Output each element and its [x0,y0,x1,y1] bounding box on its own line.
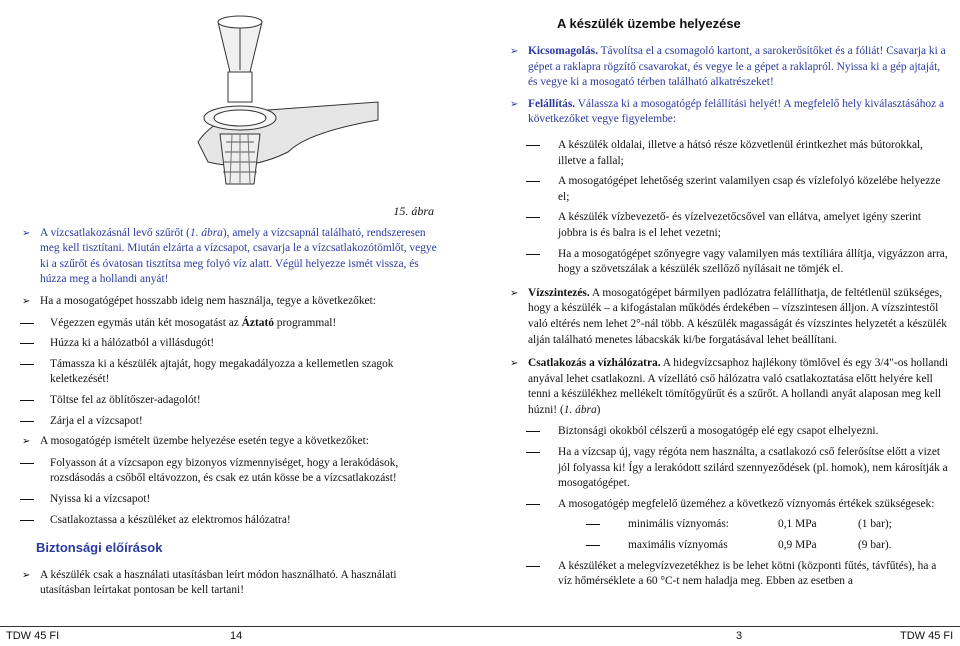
list-item: A készülék oldalai, illetve a hátsó része közvetlenül érintkezhet más bútorokkal, illetve a fallal; [508,138,950,169]
arrow-bullet-icon: ➢ [510,358,519,370]
left-column [20,196,446,605]
list-item: A készülék vízbevezető- és vízelvezetőcsővel van ellátva, amelyet igény szerint jobbra is és balra is el lehet vezetni; [508,210,950,241]
footer-right-page-number: 3 [736,630,743,642]
list-item: Biztonsági okokból célszerű a mosogatógép elé egy csapot elhelyezni. [508,424,950,440]
footer-divider [0,626,960,627]
arrow-bullet-icon: ➢ [22,436,31,448]
section-title: A készülék üzembe helyezése [557,16,741,31]
list-item: Zárja el a vízcsapot! [20,414,446,430]
list-item: Ha a vízcsap új, vagy régóta nem használta, a csatlakozó cső felerősítse előtt a vizet jól folyassa ki! Így a lerakódott szilárd szennyeződések (pl. homok), nem károsítják a mosogatógépet. [508,445,950,492]
bullet-recommission: ➢ A mosogatógép ismételt üzembe helyezése esetén tegye a következőket: [20,434,446,450]
bullet-water-connection: ➢ Csatlakozás a vízhálózatra. A hidegvízcsaphoz hajlékony tömlővel és egy 3/4"-os hollandi anyával lehet csatlakozni. A vízellátó cső hálózatra való csatlakoztatása előtt helyére kell tenni a készülékhez mellékelt tömítőgyűrűt és a szűrőt. A hollandi anyát alaposan meg kell húzni! (1. ábra) [510,357,949,416]
arrow-bullet-icon: ➢ [22,295,31,307]
list-item: A mosogatógép megfelelő üzeméhez a következő víznyomás értékek szükségesek: [508,497,950,513]
list-item: Folyasson át a vízcsapon egy bizonyos vízmennyiséget, hogy a lerakódások, rozsdásodás a csőből eltávozzon, és csak ez után kösse be a vízcsatlakozást! [20,456,446,487]
list-item: Húzza ki a hálózatból a villásdugót! [20,336,446,352]
bullet-leveling: ➢ Vízszintezés. A mosogatógépet bármilyen padlózatra felállíthatja, de feltétlenül szükséges, hogy a készülék – a kifogástalan működés érdekében – vízszintesen álljon. A vízszintestől való eltérés nem lehet 2°-nál több. A készülék magasságát és vízszintes helyzetét a készülék alján található menetes lábacskák ki/be forgatásával lehet beállítani. [510,286,947,346]
list-item: Csatlakoztassa a készüléket az elektromos hálózatra! [20,513,446,529]
bullet-unpacking: ➢ Kicsomagolás. Távolítsa el a csomagoló kartont, a sarokerősítőket és a fóliát! Csavarja ki a gépet a raklapra rögzítő csavarokat, és vegye le a gépet a raklapról. Nyissa ki a gép ajtaját, és vegye ki a mosogató térben található alkatrészeket! [510,45,946,89]
bullet-placement: ➢ Felállítás. Válassza ki a mosogatógép felállítási helyét! A megfelelő hely kiválasztásához a következőket vegye figyelembe: [510,97,945,126]
footer-right-code: TDW 45 FI [900,630,954,642]
right-column [508,44,950,595]
list-item: Nyissa ki a vízcsapot! [20,492,446,508]
safety-heading: Biztonsági előírások [36,540,163,556]
footer-left-code: TDW 45 FI [6,630,60,642]
arrow-bullet-icon: ➢ [22,569,31,581]
list-item: Végezzen egymás után két mosogatást az Áztató programmal! [20,316,446,332]
arrow-bullet-icon: ➢ [510,287,519,299]
list-item: Támassza ki a készülék ajtaját, hogy megakadályozza a kellemetlen szagok keletkezését! [20,357,446,388]
arrow-bullet-icon: ➢ [510,46,519,57]
filter-figure-illustration [188,2,388,192]
bullet-filter-cleaning: ➢ A vízcsatlakozásnál levő szűrőt (1. ábra), amely a vízcsapnál található, rendszeresen meg kell tisztítani. Miután elzárta a vízcsapot, csavarja le a vízcsatlakozótömlőt, vegye ki a szűrőt és óvatosan tisztítsa meg folyó víz alatt. Végül helyezze ismét vissza, és húzza meg a hollandi anyát! [22,226,437,286]
footer-left-page-number: 14 [230,630,243,642]
figure-caption: 15. ábra [393,204,434,218]
bullet-usage-rules: ➢ A készülék csak a használati utasításban leírt módon használható. A használati utasításban leírtakat pontosan be kell tartani! [22,568,397,597]
list-item: Töltse fel az öblítőszer-adagolót! [20,393,446,409]
list-item: A mosogatógépet lehetőség szerint valamilyen csap és vízlefolyó közelébe helyezze el; [508,174,950,205]
bullet-long-idle: ➢ Ha a mosogatógépet hosszabb ideig nem használja, tegye a következőket: [20,294,446,310]
pressure-max-row: maximális víznyomás 0,9 MPa (9 bar). [508,538,950,554]
list-item: Ha a mosogatógépet szőnyegre vagy valamilyen más textíliára állítja, vigyázzon arra, hogy a szövetszálak a készülék szellőző nyílásait ne tömjék el. [508,247,950,278]
arrow-bullet-icon: ➢ [22,227,31,239]
arrow-bullet-icon: ➢ [510,98,519,110]
list-item: A készüléket a melegvízvezetékhez is be lehet kötni (központi fűtés, távfűtés), ha a víz hőmérséklete a 60 °C-t nem haladja meg. Ebben az esetben a [508,559,950,590]
pressure-min-row: minimális víznyomás: 0,1 MPa (1 bar); [508,517,950,533]
